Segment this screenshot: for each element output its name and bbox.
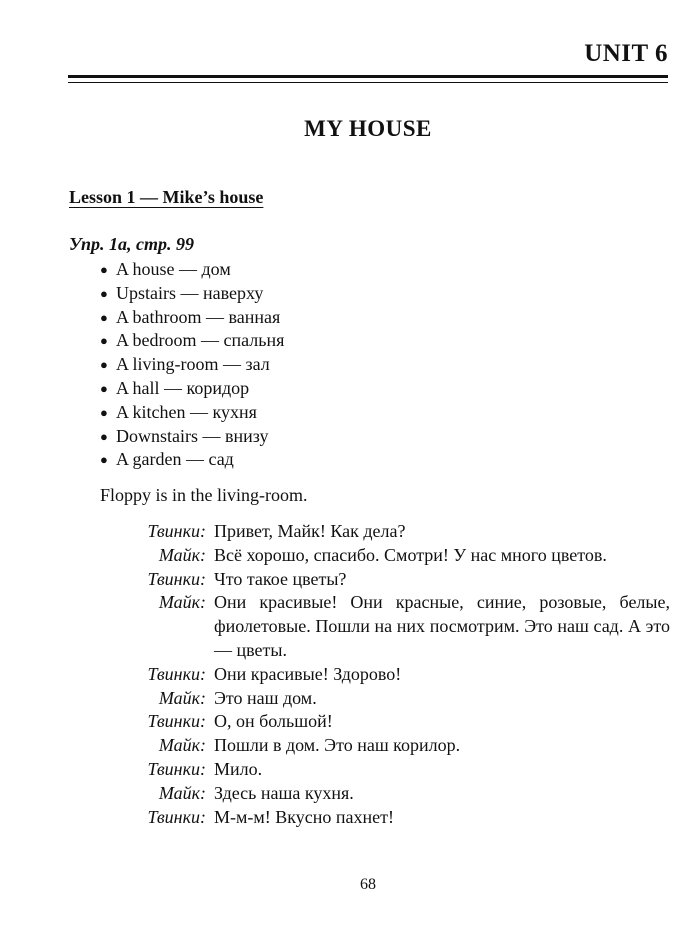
dialogue-turn — [110, 568, 670, 592]
speaker-name: Твинки: — [147, 806, 206, 827]
header-rule-thin — [68, 82, 668, 83]
dialogue-turn — [110, 544, 670, 568]
vocabulary-list — [100, 258, 284, 472]
speech-text: Они красивые! Здорово! — [214, 663, 402, 684]
bullet-icon: ● — [100, 333, 108, 349]
vocabulary-item: ● A hall — коридор — [100, 377, 284, 401]
dialogue-turn — [110, 782, 670, 806]
bullet-icon: ● — [100, 452, 108, 468]
speech-text: Что такое цветы? — [214, 568, 347, 589]
speaker-name: Майк: — [158, 735, 206, 756]
vocabulary-item: ● A living-room — зал — [100, 353, 284, 377]
speech-text: Всё хорошо, спасибо. Смотри! У нас много цветов. — [214, 544, 607, 565]
speech-text: Привет, Майк! Как дела? — [214, 521, 406, 541]
lesson-heading: Lesson 1 — Mike’s house — [69, 187, 264, 207]
bullet-icon: ● — [100, 404, 108, 420]
dialogue — [110, 520, 670, 829]
speech-text: Пошли в дом. Это наш корилор. — [214, 735, 461, 756]
speaker-name: Твинки: — [147, 521, 206, 541]
bullet-icon: ● — [100, 428, 108, 444]
dialogue-turn — [110, 663, 670, 687]
vocabulary-item: ● A kitchen — кухня — [100, 401, 284, 425]
speaker-name: Майк: — [158, 592, 206, 613]
vocabulary-item: ● A bathroom — ванная — [100, 306, 284, 330]
speaker-name: Твинки: — [147, 663, 206, 684]
bullet-icon: ● — [100, 309, 108, 325]
dialogue-turn — [110, 734, 670, 758]
speech-text: Мило. — [214, 758, 263, 779]
vocabulary-item: ● A bedroom — спальня — [100, 329, 284, 353]
speaker-name: Майк: — [158, 687, 206, 708]
speaker-name: Майк: — [158, 782, 206, 803]
vocabulary-item: ● Upstairs — наверху — [100, 282, 284, 306]
dialogue-turn — [110, 520, 670, 544]
vocabulary-item: ● A house — дом — [100, 258, 284, 282]
dialogue-turn — [110, 591, 670, 662]
page-title: MY HOUSE — [304, 116, 432, 141]
unit-label: UNIT 6 — [584, 40, 668, 67]
speech-text: М-м-м! Вкусно пахнет! — [214, 806, 394, 827]
speaker-name: Твинки: — [147, 568, 206, 589]
speech-text: Здесь наша кухня. — [214, 782, 354, 803]
bullet-icon: ● — [100, 357, 108, 373]
exercise-heading: Упр. 1a, стр. 99 — [69, 234, 195, 254]
speech-text: Они красивые! Они красные, синие, розовые, белые, фиолетовые. Пошли на них посмотрим. Это наш сад. А это — цветы. — [214, 592, 670, 660]
header-rule-thick — [68, 75, 668, 78]
vocabulary-item: ● A garden — сад — [100, 448, 284, 472]
scene-intro: Floppy is in the living-room. — [100, 485, 308, 505]
speaker-name: Твинки: — [147, 711, 206, 732]
dialogue-turn — [110, 758, 670, 782]
bullet-icon: ● — [100, 380, 108, 396]
bullet-icon: ● — [100, 262, 108, 277]
speaker-name: Майк: — [158, 544, 206, 565]
speaker-name: Твинки: — [147, 758, 206, 779]
dialogue-turn — [110, 806, 670, 830]
speech-text: Это наш дом. — [214, 687, 317, 708]
dialogue-turn — [110, 710, 670, 734]
page-number: 68 — [360, 876, 376, 893]
speech-text: О, он большой! — [214, 711, 333, 732]
vocabulary-item: ● Downstairs — внизу — [100, 425, 284, 449]
bullet-icon: ● — [100, 285, 108, 301]
dialogue-turn — [110, 687, 670, 711]
